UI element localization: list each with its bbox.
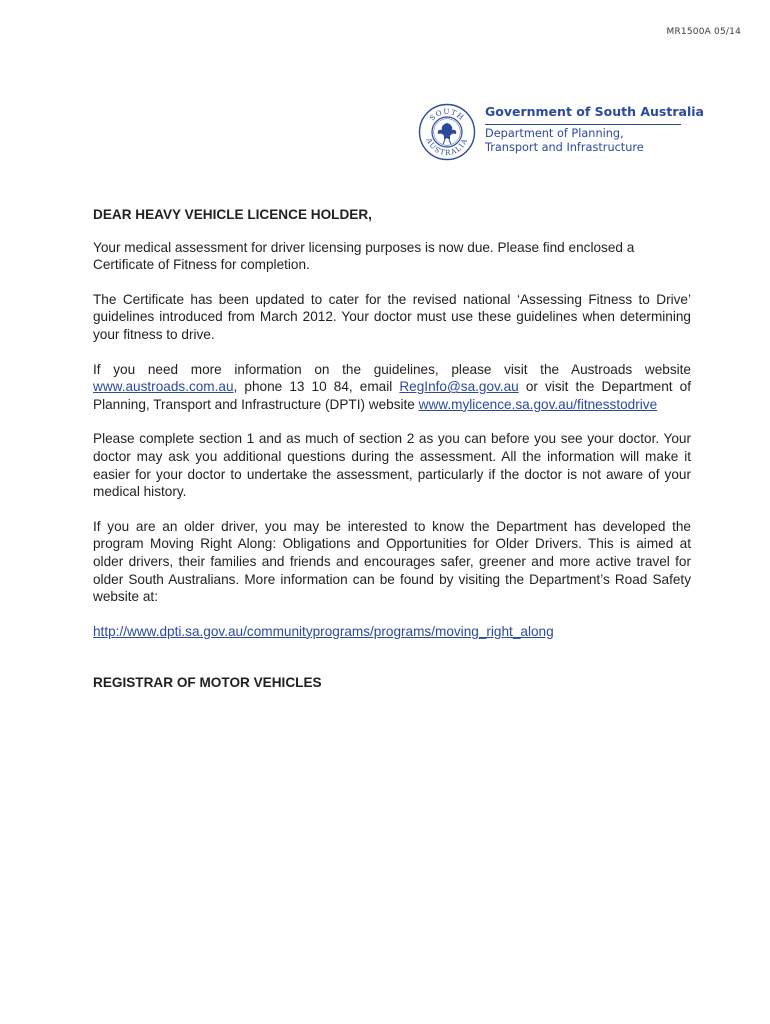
paragraph-due-notice: Your medical assessment for driver licensing purposes is now due. Please find enclosed a Certificate of Fitness for completion. bbox=[93, 239, 635, 273]
svg-text:SOUTH: SOUTH bbox=[427, 106, 467, 123]
department-name-line2: Transport and Infrastructure bbox=[485, 141, 644, 154]
department-name-line1: Department of Planning, bbox=[485, 127, 624, 140]
letter-body bbox=[93, 206, 691, 692]
state-seal-icon bbox=[418, 103, 476, 161]
signoff: REGISTRAR OF MOTOR VEHICLES bbox=[93, 675, 322, 691]
moving-right-along-link[interactable]: http://www.dpti.sa.gov.au/communityprograms/programs/moving_right_along bbox=[93, 623, 554, 639]
government-name: Government of South Australia bbox=[485, 104, 704, 119]
austroads-link[interactable]: www.austroads.com.au bbox=[93, 379, 234, 395]
paragraph-more-information bbox=[93, 361, 691, 414]
info-text-3: or visit the Department of Planning, Transport and Infrastructure (DPTI) website bbox=[93, 379, 691, 412]
info-text-1: If you need more information on the guidelines, please visit the Austroads website bbox=[93, 361, 691, 377]
paragraph-older-drivers: If you are an older driver, you may be interested to know the Department has developed the program Moving Right Along: Obligations and Opportunities for Older Drivers. This is aimed at older drivers, their families and friends and encourages safer, greener and more active travel for older South Australians. More information can be found by visiting the Department’s Road Safety website at: bbox=[93, 518, 691, 605]
mylicence-link[interactable]: www.mylicence.sa.gov.au/fitnesstodrive bbox=[418, 396, 658, 412]
paragraph-certificate-update: The Certificate has been updated to cater for the revised national ‘Assessing Fitness to Drive’ guidelines introduced from March 2012. Your doctor must use these guidelines when determining your fitness to drive. bbox=[93, 291, 691, 342]
road-safety-url bbox=[93, 623, 691, 641]
email-link[interactable]: RegInfo@sa.gov.au bbox=[399, 379, 519, 395]
salutation: DEAR HEAVY VEHICLE LICENCE HOLDER, bbox=[93, 207, 372, 222]
info-text-2: , phone 13 10 84, email bbox=[233, 379, 400, 395]
paragraph-complete-sections: Please complete section 1 and as much of section 2 as you can before you see your doctor. Your doctor may ask you additional questions during the assessment. All the information will make it easier for your doctor to undertake the assessment, particularly if the doctor is not aware of your medical history. bbox=[93, 431, 691, 500]
form-code: MR1500A 05/14 bbox=[666, 27, 741, 37]
government-logo bbox=[418, 103, 704, 161]
logo-divider bbox=[485, 124, 681, 125]
svg-text:AUSTRALIA: AUSTRALIA bbox=[424, 136, 470, 158]
